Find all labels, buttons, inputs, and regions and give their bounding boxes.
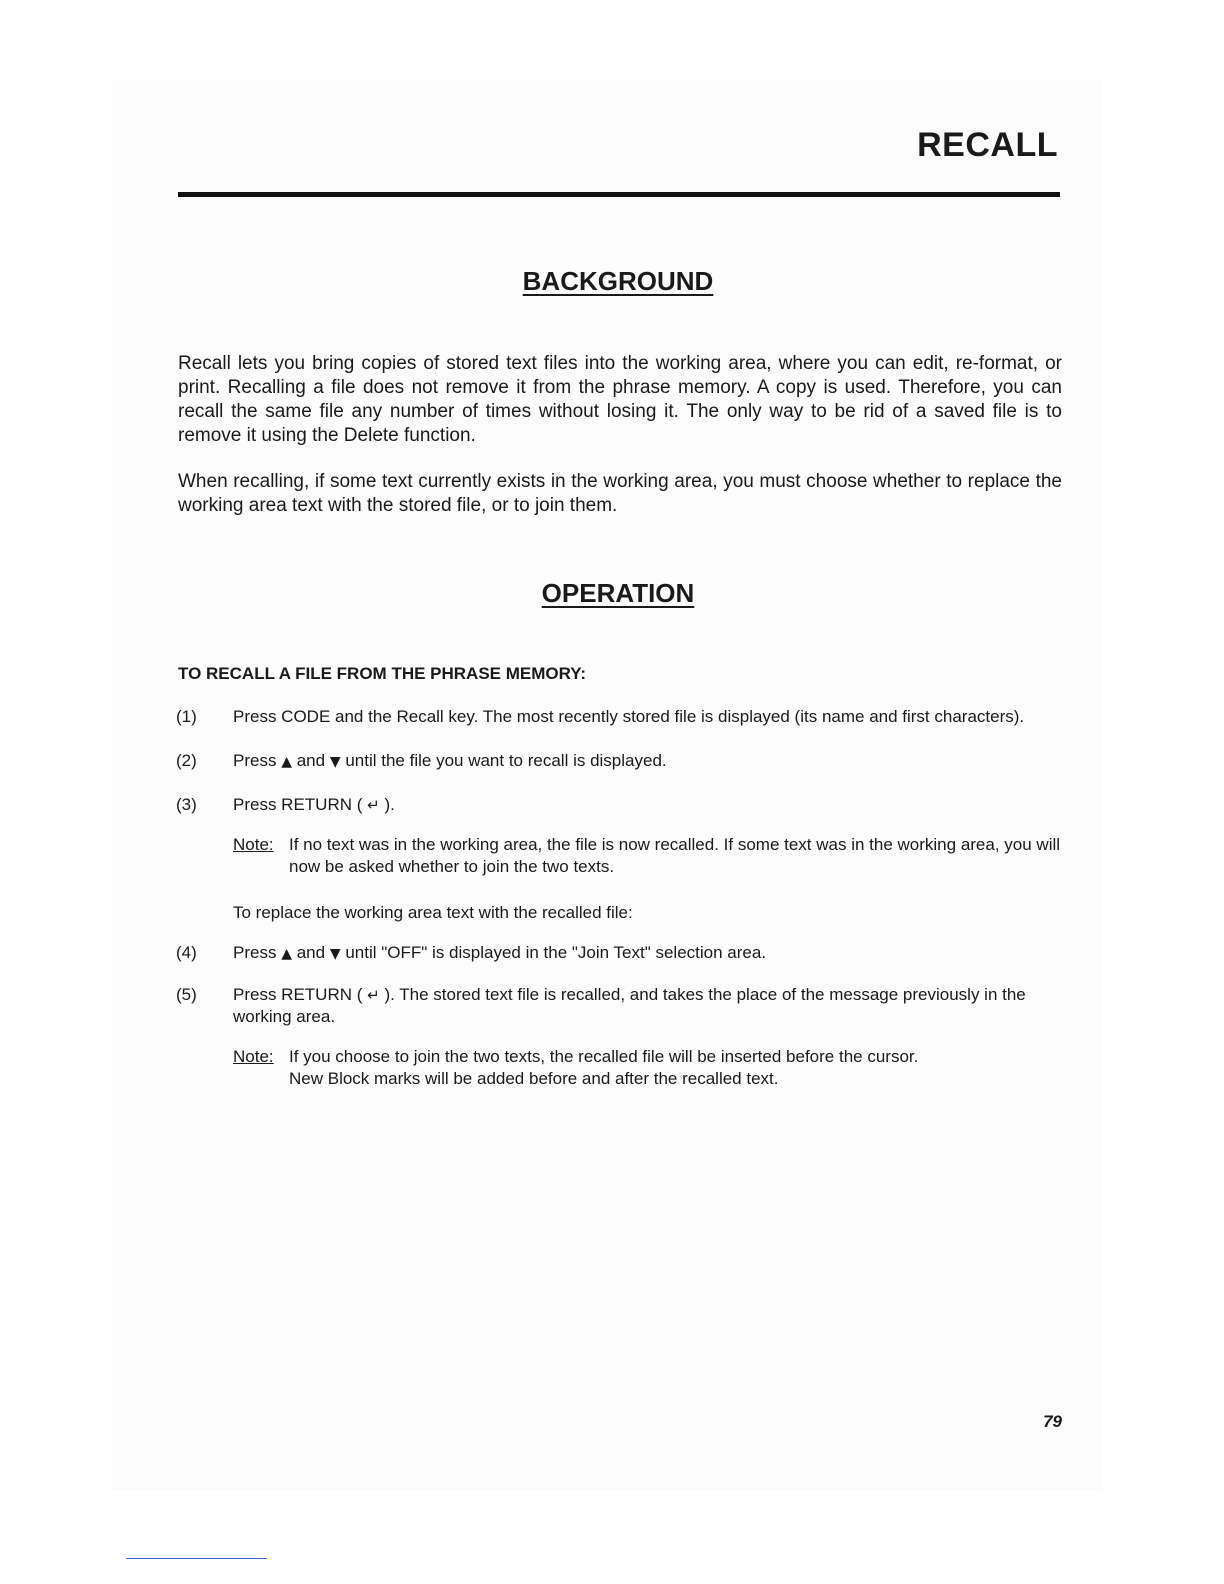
return-arrow-icon: ↵ xyxy=(367,796,380,814)
step-number: (5) xyxy=(176,985,197,1004)
background-paragraph-2: When recalling, if some text currently exists in the working area, you must choose whether to replace the working area text with the stored file, or to join them. xyxy=(178,471,1062,516)
note-text xyxy=(289,1046,1063,1090)
down-triangle-icon: ▼ xyxy=(329,754,341,770)
page-number: 79 xyxy=(1043,1412,1062,1431)
step-text-mid: and xyxy=(296,751,326,770)
return-arrow-icon: ↵ xyxy=(367,986,380,1004)
step-number: (4) xyxy=(176,943,197,962)
step-text-pre: Press xyxy=(233,751,277,770)
step-number: (3) xyxy=(176,795,197,814)
operation-heading: OPERATION xyxy=(541,578,695,608)
step-number: (1) xyxy=(176,707,197,726)
step-text-post: until "OFF" is displayed in the "Join Text" selection area. xyxy=(345,943,767,962)
title-rule xyxy=(178,192,1060,197)
step-text-pre: Press RETURN ( xyxy=(233,795,363,814)
note-text: If no text was in the working area, the file is now recalled. If some text was in the working area, you will now be asked whether to join the two texts. xyxy=(289,835,1061,876)
step-text-pre: Press RETURN ( xyxy=(233,985,363,1004)
step-text-post: ). The stored text file is recalled, and takes the place of the message previously in the working area. xyxy=(233,985,1026,1026)
down-triangle-icon: ▼ xyxy=(329,946,341,962)
note-line-2: New Block marks will be added before and after the recalled text. xyxy=(289,1069,779,1088)
note-line-1: If you choose to join the two texts, the recalled file will be inserted before the cursor. xyxy=(289,1047,919,1066)
step-text xyxy=(233,942,1061,965)
footer-link-rule xyxy=(126,1558,267,1559)
page-title: RECALL xyxy=(917,126,1058,164)
step-text xyxy=(233,794,1061,816)
note-2 xyxy=(233,1046,1063,1090)
note-label: Note: xyxy=(233,835,274,854)
step-text-post: ). xyxy=(384,795,395,814)
step-text-pre: Press xyxy=(233,943,277,962)
recall-procedure-subheading: TO RECALL A FILE FROM THE PHRASE MEMORY: xyxy=(178,664,586,683)
up-triangle-icon: ▲ xyxy=(281,946,292,962)
step-text-mid: and xyxy=(296,943,326,962)
up-triangle-icon: ▲ xyxy=(281,754,292,770)
replace-intro: To replace the working area text with the recalled file: xyxy=(233,903,633,922)
note-label: Note: xyxy=(233,1047,274,1066)
background-heading: BACKGROUND xyxy=(522,266,714,296)
step-text-post: until the file you want to recall is displayed. xyxy=(345,751,667,770)
step-number: (2) xyxy=(176,751,197,770)
step-text xyxy=(233,750,1061,773)
step-text xyxy=(233,984,1061,1028)
step-text: Press CODE and the Recall key. The most recently stored file is displayed (its name and first characters). xyxy=(233,707,1025,726)
note-1 xyxy=(233,834,1063,878)
background-paragraph-1: Recall lets you bring copies of stored text files into the working area, where you can edit, re-format, or print. Recalling a file does not remove it from the phrase memory. A copy is used. Therefore, you can recall the same file any number of times without losing it. The only way to be rid of a saved file is to remove it using the Delete function. xyxy=(178,353,1062,446)
